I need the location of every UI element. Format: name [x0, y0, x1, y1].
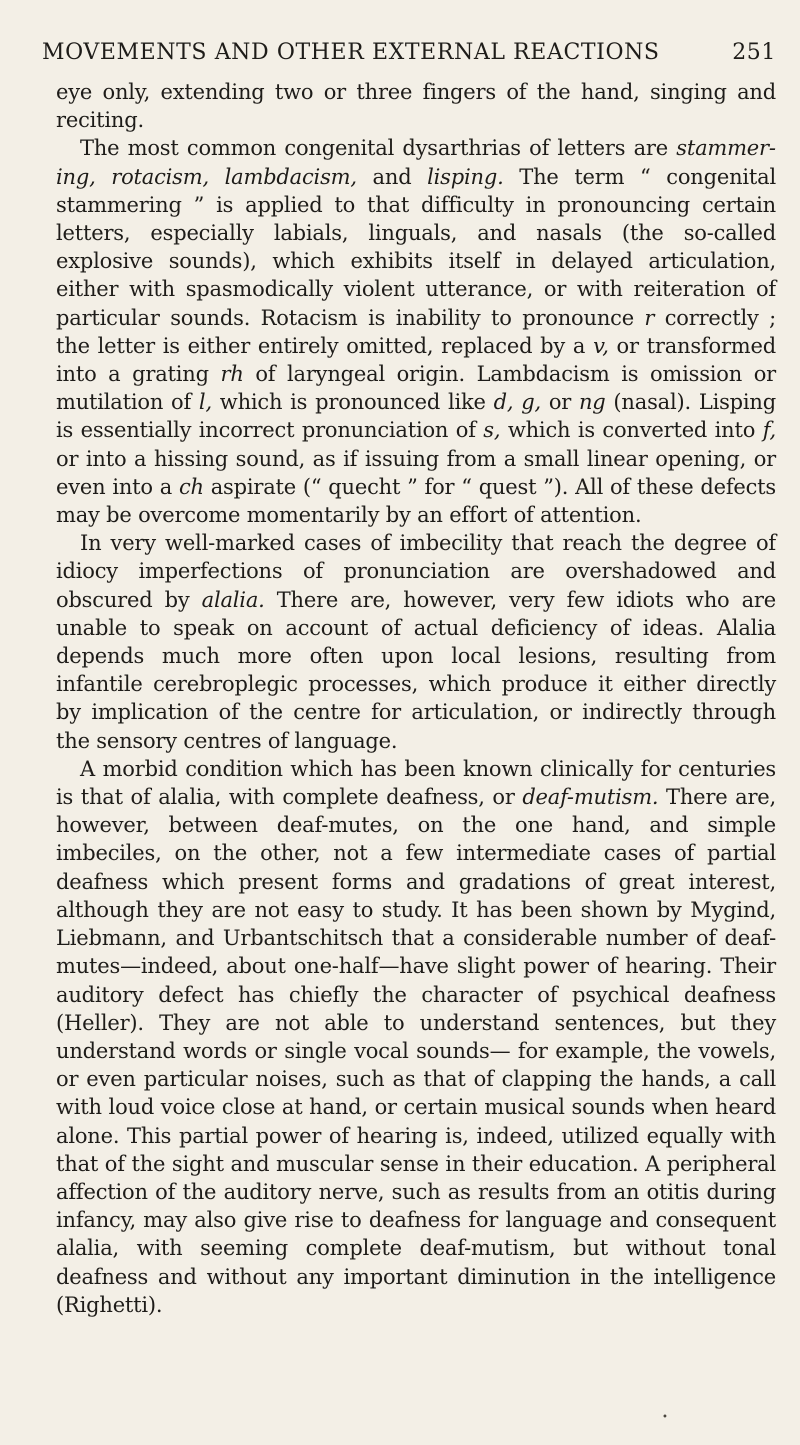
text-run: or transformed into a grating — [56, 333, 776, 387]
text-run: or — [540, 390, 579, 415]
paragraph — [56, 755, 776, 1319]
text-run: aspirate (“ quecht ” for “ quest ”). All of these defects may be overcome momentarily by an effort of attention. — [56, 474, 777, 528]
paragraph: eye only, extending two or three fingers of the hand, singing and reciting. — [56, 80, 776, 133]
term: deaf-mutism. — [522, 785, 659, 810]
letter: d, g, — [493, 390, 541, 415]
paragraph — [56, 134, 776, 529]
text-run: which is converted into — [500, 418, 763, 443]
text-run: and — [356, 164, 428, 189]
term: stammering, rotacism, lambdacism, — [56, 136, 776, 189]
text-run: There are, however, between deaf-mutes, on the one hand, and simple imbeciles, on the other, not a few intermediate cases of partial deafness which present forms and gradations of great interest, although they are not easy to study. It has been shown by Mygind, Liebmann, and Urbantschitsch that a considerable number of deaf-mutes—indeed, about one-half—have slight power of hearing. Their auditory defect has chiefly the character of psychical deafness (Heller). They are not able to understand sentences, but they understand words or single vocal sounds— for example, the vowels, or even particular noises, such as that of clapping the hands, a call with loud voice close at hand, or certain musical sounds when heard alone. This partial power of hearing is, indeed, utilized equally with that of the sight and muscular sense in their education. A peripheral affection of the auditory nerve, such as results from an otitis during infancy, may also give rise to deafness for language and consequent alalia, with seeming complete deaf-mutism, but without tonal deafness and without any important diminution in the intelligence (Righetti). — [56, 785, 776, 1317]
chapter-title: MOVEMENTS AND OTHER EXTERNAL REACTIONS — [42, 40, 660, 65]
text-run: correctly ; the letter is either entirely omitted, replaced by a — [56, 305, 776, 358]
text-run: There are, however, very few idiots who are unable to speak on account of actual deficiency of ideas. Alalia depends much more often upon local lesions, resulting from infantile cerebroplegic processes, which produce it either directly by implication of the centre for articulation, or indirectly through the sensory centres of language. — [56, 587, 776, 753]
letter: v, — [593, 333, 609, 358]
letter: f, — [762, 418, 776, 443]
letter: ch — [178, 474, 204, 499]
page-number: 251 — [732, 40, 776, 65]
text-run: In very well-marked cases of imbecility that reach the degree of idiocy imperfections of pronunciation are overshadowed and obscured by — [56, 531, 776, 612]
letter: r — [644, 305, 655, 330]
text-run: or into a hissing sound, as if issuing from a small linear opening, or even into a — [56, 446, 776, 499]
letter: ng — [578, 390, 606, 415]
letter: rh — [220, 362, 244, 387]
running-head — [42, 38, 782, 68]
body-text — [56, 78, 776, 1319]
text-run: which is pronounced like — [211, 390, 494, 415]
paragraph — [56, 529, 776, 755]
text-run: (nasal). Lisping is essentially incorrect pronunciation of — [56, 390, 776, 443]
text-run: A morbid condition which has been known clinically for centuries is that of alalia, with complete deafness, or — [56, 756, 776, 810]
term: alalia. — [201, 587, 265, 612]
text-run: of laryngeal origin. Lambdacism is omission or mutilation of — [56, 362, 776, 415]
letter: s, — [483, 418, 501, 443]
term: lisping. — [427, 164, 504, 189]
text-run: The most common congenital dysarthrias of letters are — [80, 136, 677, 161]
page-end-mark: • — [662, 1412, 668, 1423]
text-run: The term “ congenital stammering ” is applied to that difficulty in pronouncing certain letters, especially labials, linguals, and nasals (the so-called explosive sounds), which exhibits itself in delayed articulation, either with spasmodically violent utterance, or with reiteration of particular sounds. Rotacism is inability to pronounce — [56, 164, 776, 330]
letter: l, — [198, 390, 212, 415]
